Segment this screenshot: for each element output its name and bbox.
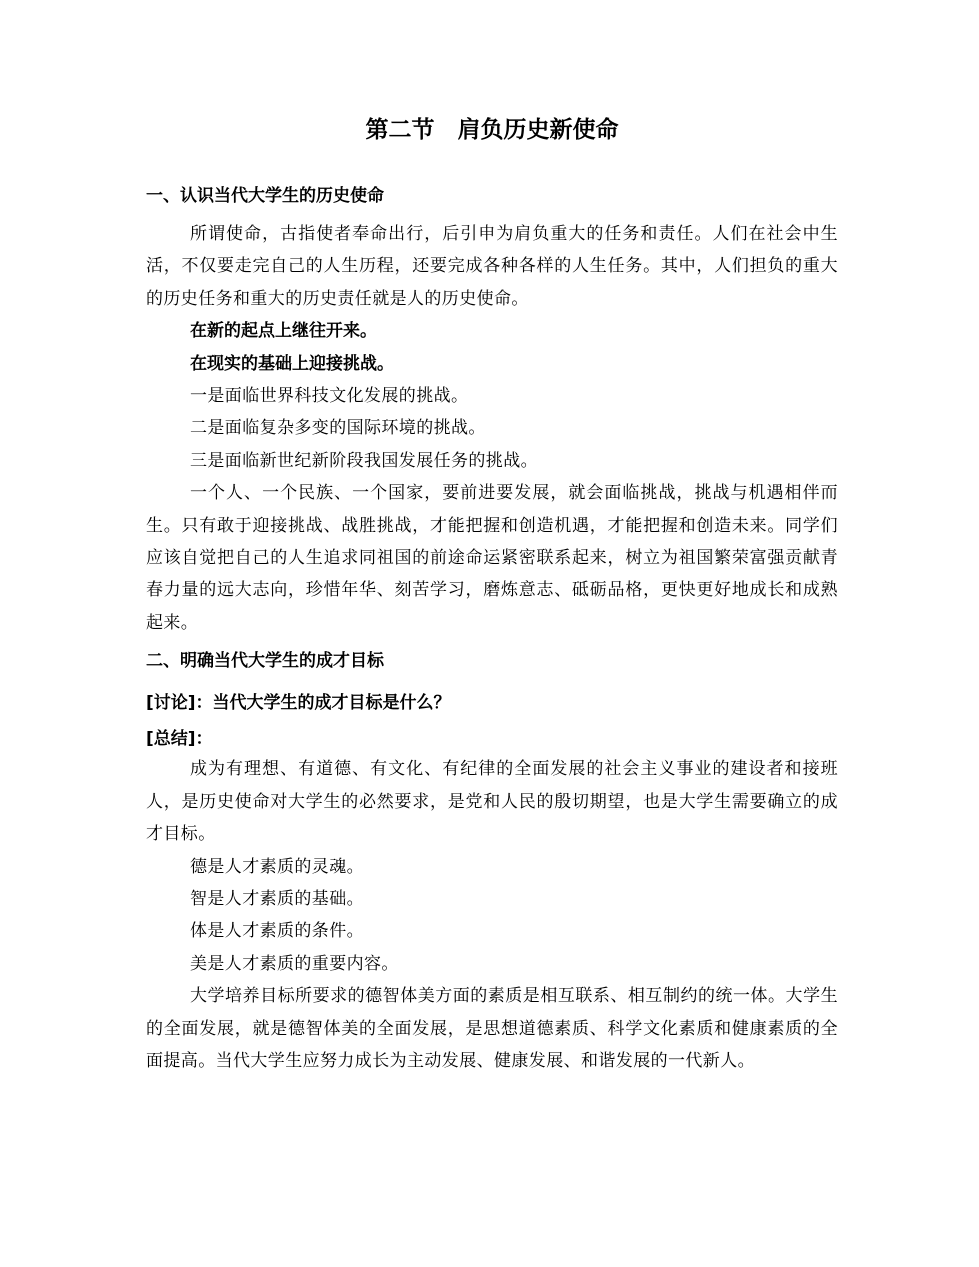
summary-label: [总结]：: [146, 729, 213, 750]
discussion-prompt: [讨论]：当代大学生的成才目标是什么？: [146, 693, 451, 714]
section-1-intro: 所谓使命，古指使者奉命出行，后引申为肩负重大的任务和责任。人们在社会中生活，不仅要走完自己的人生历程，还要完成各种各样的人生任务。其中，人们担负的重大的历史任务和重大的历史责任就是人的历史使命。: [146, 224, 838, 309]
document-body: [146, 180, 838, 1077]
section-2-closing: 大学培养目标所要求的德智体美方面的素质是相互联系、相互制约的统一体。大学生的全面发展，就是德智体美的全面发展，是思想道德素质、科学文化素质和健康素质的全面提高。当代大学生应努力成长为主动发展、健康发展、和谐发展的一代新人。: [146, 986, 838, 1071]
challenge-3: 三是面临新世纪新阶段我国发展任务的挑战。: [190, 450, 538, 471]
challenge-1: 一是面临世界科技文化发展的挑战。: [190, 386, 469, 407]
quality-3: 体是人才素质的条件。: [190, 921, 364, 942]
page-title: 第二节 肩负历史新使命: [365, 117, 619, 143]
bold-point-2: 在现实的基础上迎接挑战。: [190, 353, 394, 374]
section-2-heading: 二、明确当代大学生的成才目标: [146, 651, 384, 672]
quality-2: 智是人才素质的基础。: [190, 888, 364, 909]
quality-1: 德是人才素质的灵魂。: [190, 856, 364, 877]
section-1-heading: 一、认识当代大学生的历史使命: [146, 186, 384, 206]
challenge-2: 二是面临复杂多变的国际环境的挑战。: [190, 418, 486, 439]
quality-4: 美是人才素质的重要内容。: [190, 953, 399, 974]
bold-point-1: 在新的起点上继往开来。: [190, 321, 377, 342]
summary-text: 成为有理想、有道德、有文化、有纪律的全面发展的社会主义事业的建设者和接班人，是历史使命对大学生的必然要求，是党和人民的殷切期望，也是大学生需要确立的成才目标。: [146, 759, 838, 845]
section-1-closing: 一个人、一个民族、一个国家，要前进要发展，就会面临挑战，挑战与机遇相伴而生。只有敢于迎接挑战、战胜挑战，才能把握和创造机遇，才能把握和创造未来。同学们应该自觉把自己的人生追求同祖国的前途命运紧密联系起来，树立为祖国繁荣富强贡献青春力量的远大志向，珍惜年华、刻苦学习，磨炼意志、砥砺品格，更快更好地成长和成熟起来。: [146, 483, 838, 633]
